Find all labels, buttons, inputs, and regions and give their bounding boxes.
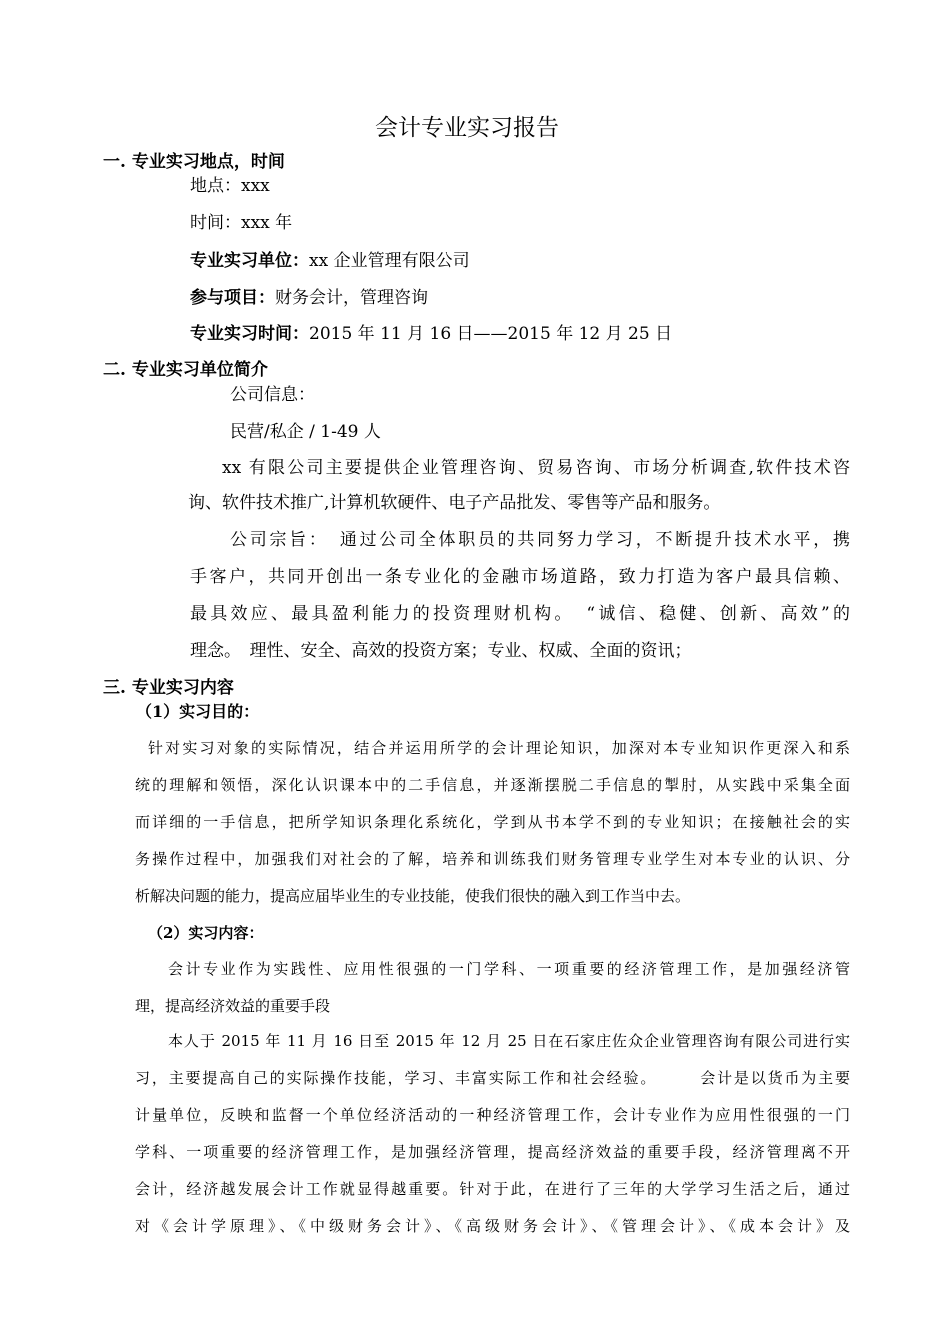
section-heading-company: 二. 专业实习单位简介 xyxy=(103,360,268,380)
company-purpose-line: 最具效应、最具盈利能力的投资理财机构。 “诚信、稳健、创新、高效”的 xyxy=(190,604,850,624)
content-heading: （2）实习内容： xyxy=(148,924,264,942)
project-label: 参与项目： xyxy=(190,288,275,308)
content-line: 本人于 2015 年 11 月 16 日至 2015 年 12 月 25 日在石家庄佐众企业管理咨询有限公司进行实 xyxy=(168,1032,850,1050)
project-line xyxy=(190,290,428,307)
content-line: 会计，经济越发展会计工作就显得越重要。针对于此，在进行了三年的大学学习生活之后，通过 xyxy=(135,1180,850,1198)
company-purpose-line: 手客户，共同开创出一条专业化的金融市场道路，致力打造为客户最具信赖、 xyxy=(190,567,850,587)
goal-line: 而详细的一手信息，把所学知识条理化系统化，学到从书本学不到的专业知识；在接触社会的实 xyxy=(135,813,850,831)
project-value: 财务会计，管理咨询 xyxy=(275,288,428,308)
period-value: 2015 年 11 月 16 日——2015 年 12 月 25 日 xyxy=(309,324,673,344)
company-business-line: 询、软件技术推广,计算机软硬件、电子产品批发、零售等产品和服务。 xyxy=(188,493,721,513)
goal-line: 务操作过程中，加强我们对社会的了解，培养和训练我们财务管理专业学生对本专业的认识、分 xyxy=(135,850,850,868)
company-purpose-line: 公司宗旨： 通过公司全体职员的共同努力学习，不断提升技术水平，携 xyxy=(230,530,850,550)
company-type: 民营/私企 / 1-49 人 xyxy=(230,422,381,442)
content-line: 会计专业作为实践性、应用性很强的一门学科、一项重要的经济管理工作，是加强经济管 xyxy=(168,960,850,978)
unit-label: 专业实习单位： xyxy=(190,251,309,271)
content-line: 习，主要提高自己的实际操作技能，学习、丰富实际工作和社会经验。 会计是以货币为主要 xyxy=(135,1069,850,1087)
unit-line xyxy=(190,253,470,270)
section-heading-content: 三. 专业实习内容 xyxy=(103,678,234,698)
place-line: 地点：xxx xyxy=(190,176,270,196)
goal-line: 针对实习对象的实际情况，结合并运用所学的会计理论知识，加深对本专业知识作更深入和系 xyxy=(148,739,850,757)
company-business-line: xx 有限公司主要提供企业管理咨询、贸易咨询、市场分析调查,软件技术咨 xyxy=(222,458,850,478)
period-label: 专业实习时间： xyxy=(190,324,309,344)
content-line: 学科、一项重要的经济管理工作，是加强经济管理，提高经济效益的重要手段，经济管理离不开 xyxy=(135,1143,850,1161)
unit-value: xx 企业管理有限公司 xyxy=(309,251,470,271)
page-title: 会计专业实习报告 xyxy=(375,115,559,141)
company-info-label: 公司信息： xyxy=(230,385,315,405)
section-heading-location-time: 一. 专业实习地点，时间 xyxy=(103,152,285,172)
company-purpose-line: 理念。 理性、安全、高效的投资方案；专业、权威、全面的资讯； xyxy=(190,641,692,661)
goal-line: 统的理解和领悟，深化认识课本中的二手信息，并逐渐摆脱二手信息的掣肘，从实践中采集全面 xyxy=(135,776,850,794)
content-line: 理，提高经济效益的重要手段 xyxy=(135,997,331,1015)
time-line: 时间：xxx 年 xyxy=(190,213,293,233)
goal-heading: （1）实习目的： xyxy=(136,702,260,721)
content-line: 对《会计学原理》、《中级财务会计》、《高级财务会计》、《管理会计》、《成本会计》及 xyxy=(135,1217,850,1235)
content-line: 计量单位，反映和监督一个单位经济活动的一种经济管理工作，会计专业作为应用性很强的一门 xyxy=(135,1106,850,1124)
goal-line: 析解决问题的能力，提高应届毕业生的专业技能，使我们很快的融入到工作当中去。 xyxy=(135,887,691,905)
period-line xyxy=(190,326,672,343)
